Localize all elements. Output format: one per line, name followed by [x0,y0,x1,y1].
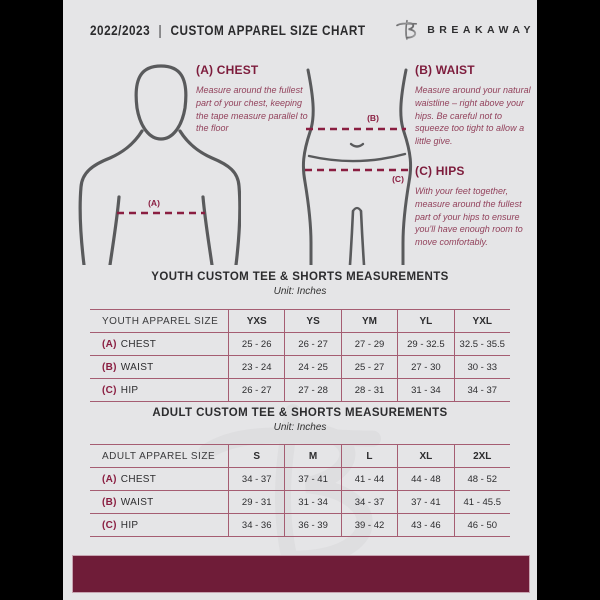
adult-table-header-row [90,444,510,468]
youth-hip-value: 27 - 28 [284,379,340,401]
youth-chest-value: 25 - 26 [228,333,284,355]
title-year: 2022/2023 [90,22,151,38]
youth-chest-label [90,333,228,355]
youth-waist-value: 27 - 30 [397,356,453,378]
adult-section-title: ADULT CUSTOM TEE & SHORTS MEASUREMENTS [152,407,448,419]
youth-waist-value: 24 - 25 [284,356,340,378]
hips-guide-text: With your feet together, measure around the fullest part of your hips to ensure you'll have enough room to move comfortably. [415,186,523,248]
chest-guide [196,63,312,135]
youth-size-yxl: YXL [454,310,510,332]
youth-chest-row [90,333,510,356]
waist-guide [415,63,535,148]
adult-size-xl: XL [397,445,453,467]
adult-chest-label [90,468,228,490]
footer-accent-bar [72,555,530,593]
adult-hip-value: 39 - 42 [341,514,397,536]
youth-hip-label [90,379,228,401]
page-title [90,22,366,38]
adult-hip-row [90,514,510,537]
adult-unit-label: Unit: Inches [273,422,327,433]
adult-chest-row [90,468,510,491]
youth-hip-value: 31 - 34 [397,379,453,401]
adult-waist-label [90,491,228,513]
adult-size-2xl: 2XL [454,445,510,467]
adult-chest-prefix: (A) [102,473,117,485]
adult-chest-value: 48 - 52 [454,468,510,490]
youth-unit-label: Unit: Inches [273,286,327,297]
youth-waist-row [90,356,510,379]
adult-size-table [90,444,510,537]
youth-size-table [90,309,510,402]
youth-waist-label [90,356,228,378]
youth-chest-prefix: (A) [102,338,117,350]
adult-hip-value: 34 - 36 [228,514,284,536]
adult-waist-value: 29 - 31 [228,491,284,513]
youth-size-ys: YS [284,310,340,332]
brand-name: BREAKAWAY [427,24,535,36]
adult-size-column-label: ADULT APPAREL SIZE [102,450,216,462]
waist-marker-label: (B) [367,113,379,123]
youth-waist-prefix: (B) [102,361,117,373]
adult-hip-value: 43 - 46 [397,514,453,536]
waist-guide-text: Measure around your natural waistline – right above your hips. Be careful not to squeeze too tight to allow a little give. [415,85,531,147]
adult-hip-value: 36 - 39 [284,514,340,536]
adult-hip-value: 46 - 50 [454,514,510,536]
youth-waist-value: 25 - 27 [341,356,397,378]
youth-waist-text: WAIST [120,361,154,373]
adult-waist-value: 34 - 37 [341,491,397,513]
adult-waist-text: WAIST [120,496,154,508]
youth-waist-value: 30 - 33 [454,356,510,378]
youth-section-title: YOUTH CUSTOM TEE & SHORTS MEASUREMENTS [151,271,449,283]
youth-hip-value: 28 - 31 [341,379,397,401]
chest-marker-label: (A) [148,198,160,208]
adult-chest-value: 37 - 41 [284,468,340,490]
adult-waist-value: 31 - 34 [284,491,340,513]
adult-size-m: M [284,445,340,467]
youth-table-header-row [90,309,510,333]
youth-chest-value: 26 - 27 [284,333,340,355]
adult-hip-prefix: (C) [102,519,117,531]
title-separator: | [158,22,163,38]
title-main: CUSTOM APPAREL SIZE CHART [170,22,366,38]
youth-size-ym: YM [341,310,397,332]
youth-size-yl: YL [397,310,453,332]
adult-chest-value: 44 - 48 [397,468,453,490]
youth-hip-text: HIP [120,384,139,396]
adult-chest-text: CHEST [120,473,157,485]
adult-waist-row [90,491,510,514]
adult-size-l: L [341,445,397,467]
adult-waist-value: 41 - 45.5 [454,491,510,513]
youth-size-column-label: YOUTH APPAREL SIZE [102,315,219,327]
youth-chest-value: 32.5 - 35.5 [454,333,510,355]
brand-lockup [394,18,535,42]
hip-marker-label: (C) [392,174,404,184]
youth-hip-value: 26 - 27 [228,379,284,401]
hips-guide [415,164,537,249]
youth-hip-row [90,379,510,402]
header [63,0,537,52]
chest-guide-heading: (A) CHEST [196,63,259,77]
size-chart-page [63,0,537,600]
youth-chest-value: 29 - 32.5 [397,333,453,355]
adult-hip-text: HIP [120,519,139,531]
youth-chest-value: 27 - 29 [341,333,397,355]
adult-hip-label [90,514,228,536]
adult-waist-value: 37 - 41 [397,491,453,513]
adult-chest-value: 34 - 37 [228,468,284,490]
youth-chest-text: CHEST [120,338,157,350]
hips-guide-heading: (C) HIPS [415,164,465,178]
chest-guide-text: Measure around the fullest part of your chest, keeping the tape measure parallel to the floor [196,85,308,134]
breakaway-b-logo-icon [394,18,420,42]
youth-size-yxs: YXS [228,310,284,332]
waist-guide-heading: (B) WAIST [415,63,475,77]
adult-size-s: S [228,445,284,467]
youth-hip-value: 34 - 37 [454,379,510,401]
youth-hip-prefix: (C) [102,384,117,396]
adult-waist-prefix: (B) [102,496,117,508]
adult-chest-value: 41 - 44 [341,468,397,490]
youth-waist-value: 23 - 24 [228,356,284,378]
